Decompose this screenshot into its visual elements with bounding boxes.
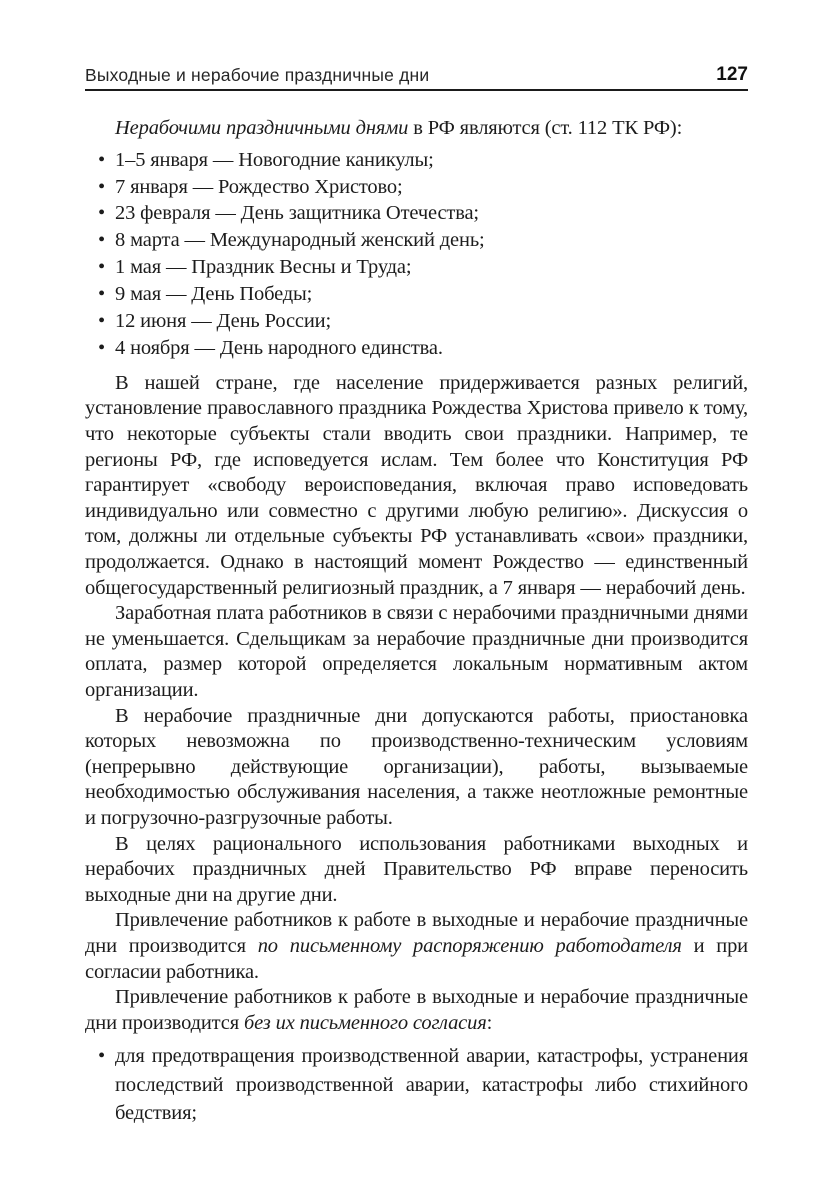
exception-list [85,1042,748,1128]
holiday-item: • 1 мая — Праздник Весны и Труда; [85,254,748,281]
page-content [85,64,748,1137]
holiday-item: • 23 февраля — День защитника Отечества; [85,200,748,227]
italic-text-run: Нерабочими праздничными днями [115,117,409,139]
running-header-title: Выходные и нерабочие праздничные дни [85,65,430,85]
holiday-item: • 7 января — Рождество Христово; [85,174,748,201]
exception-item: • для предотвращения производственной аварии, катастрофы, устранения последствий производственной аварии, катастрофы либо стихийного бедствия; [85,1042,748,1128]
text-run: и при согласии работника. [85,934,748,983]
italic-text-run: по письменному распоряжению работодателя [257,934,682,957]
text-run: : [486,1011,493,1034]
holiday-item: • 8 марта — Международный женский день; [85,227,748,254]
text-run: Привлечение работников к работе в выходные и нерабочие праздничные дни производится [85,986,748,1034]
holiday-item: • 1–5 января — Новогодние каникулы; [85,147,748,174]
holiday-list [85,147,748,362]
intro-paragraph [85,116,748,142]
text-run: в РФ являются (ст. 112 ТК РФ): [408,117,683,139]
body-paragraph [85,601,748,703]
text-run: В нерабочие праздничные дни допускаются работы, приостановка которых невозможна по производственно-техническим условиям (непрерывно действующие организации), работы, вызываемые необходимостью обслуживания населения, а также неотложные ремонтные и погрузочно-разгрузочные работы. [85,704,748,829]
body-paragraph [85,371,748,601]
body-paragraph [85,908,748,985]
text-run: Заработная плата работников в связи с нерабочими праздничными днями не уменьшается. Сдельщикам за нерабочие праздничные дни производится оплата, размер которой определяется локальным нормативным актом организации. [85,602,748,701]
italic-text-run: без их письменного согласия [243,1011,487,1034]
holiday-item: • 4 ноября — День народного единства. [85,335,748,362]
holiday-item: • 9 мая — День Победы; [85,281,748,308]
running-header [85,64,748,91]
text-run: В целях рационального использования работниками выходных и нерабочих праздничных дней Правительство РФ вправе переносить выходные дни на другие дни. [85,832,748,906]
body-paragraph [85,985,748,1036]
page-number: 127 [716,64,748,85]
text-run: Привлечение работников к работе в выходные и нерабочие праздничные дни производится [85,909,748,957]
body-paragraph [85,832,748,909]
body-paragraph [85,704,748,832]
holiday-item: • 12 июня — День России; [85,308,748,335]
text-run: В нашей стране, где население придерживается разных религий, установление православного праздника Рождества Христова привело к тому, что некоторые субъекты стали вводить свои праздники. Например, те регионы РФ, где исповедуется ислам. Тем более что Конституция РФ гарантирует «свободу вероисповедания, включая право исповедовать индивидуально или совместно с другими любую религию». Дискуссия о том, должны ли отдельные субъекты РФ устанавливать «свои» праздники, продолжается. Однако в настоящий момент Рождество — единственный общегосударственный религиозный праздник, а 7 января — нерабочий день. [85,371,748,599]
body-paragraphs [85,371,748,1036]
body-text [85,116,748,1128]
